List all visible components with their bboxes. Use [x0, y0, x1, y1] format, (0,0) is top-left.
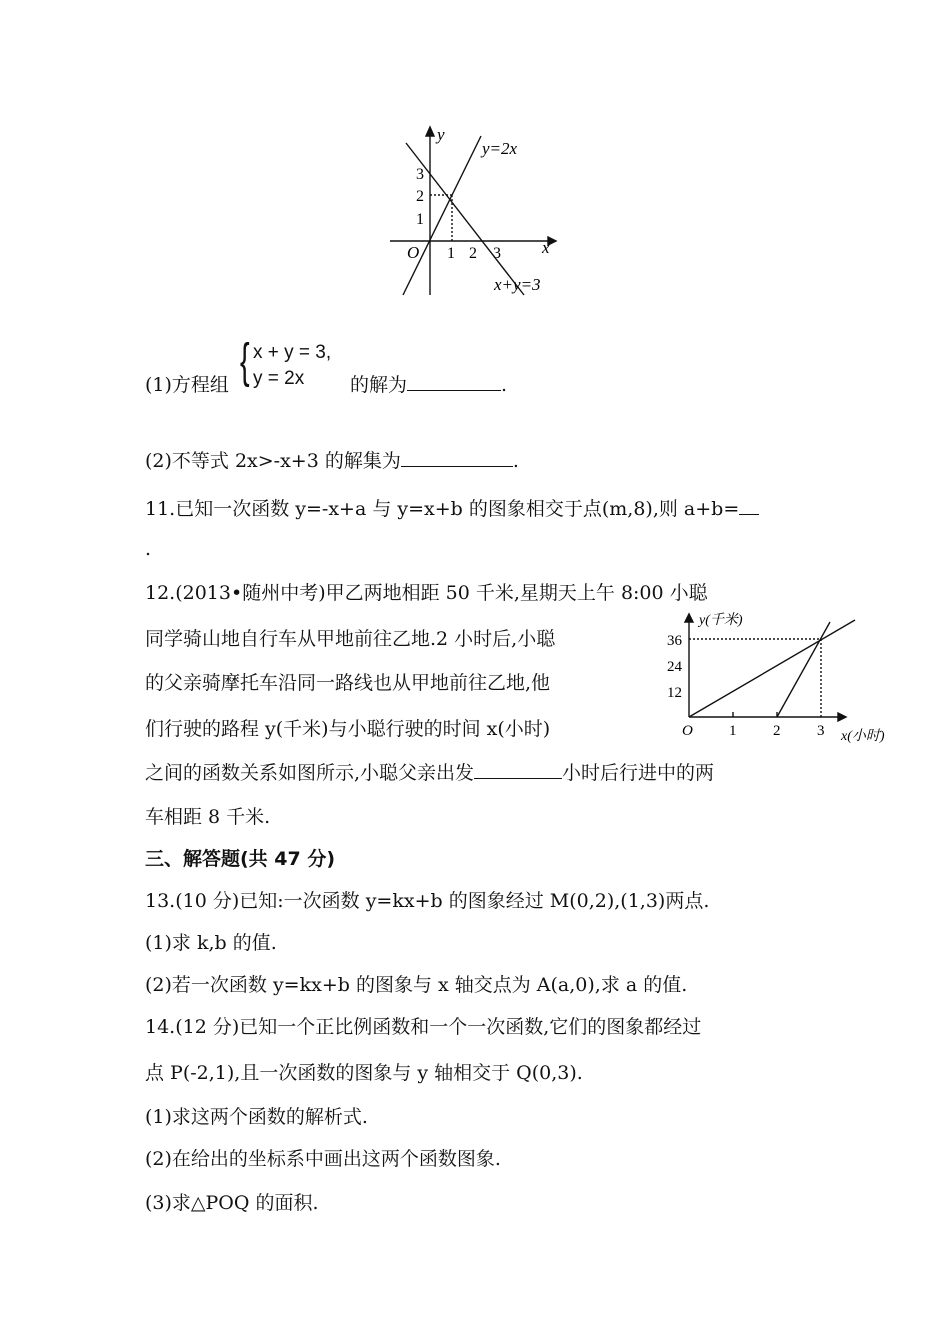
q11 — [145, 496, 759, 522]
equation-brace: { — [240, 335, 250, 388]
fig2-x-tick-3: 3 — [817, 723, 825, 739]
q14-part2: (2)在给出的坐标系中画出这两个函数图象. — [145, 1148, 501, 1170]
q10-part1-prefix: (1)方程组 — [145, 374, 229, 396]
q12-answer-blank[interactable] — [474, 760, 562, 779]
q12-line5 — [145, 760, 714, 786]
q12-line5-a: 之间的函数关系如图所示,小聪父亲出发 — [145, 762, 475, 784]
q11-text: 11.已知一次函数 y=-x+a 与 y=x+b 的图象相交于点(m,8),则 a+b= — [145, 498, 740, 520]
fig2-y-tick-24: 24 — [667, 659, 682, 675]
q13-part1: (1)求 k,b 的值. — [145, 932, 277, 954]
fig2-x-axis-label: x(小时) — [841, 729, 885, 744]
fig2-x-tick-2: 2 — [773, 723, 781, 739]
q10-part1-suffix-text: 的解为 — [350, 374, 408, 396]
x-tick-3: 3 — [493, 245, 501, 262]
section3-title: 三、解答题(共 47 分) — [145, 848, 336, 870]
q12-line4: 们行驶的路程 y(千米)与小聪行驶的时间 x(小时) — [145, 718, 551, 740]
fig2-y-tick-12: 12 — [667, 685, 682, 701]
x-tick-2: 2 — [469, 245, 477, 262]
q11-end: . — [145, 538, 152, 560]
q12-line2: 同学骑山地自行车从甲地前往乙地.2 小时后,小聪 — [145, 628, 556, 650]
q11-answer-blank[interactable] — [739, 496, 759, 515]
q10-part2-end: . — [512, 450, 519, 472]
q14-stem-line2: 点 P(-2,1),且一次函数的图象与 y 轴相交于 Q(0,3). — [145, 1062, 583, 1084]
q10-part1-end: . — [501, 374, 508, 396]
figure-distance-time — [655, 604, 905, 749]
q12-line5-b: 小时后行进中的两 — [562, 762, 715, 784]
line2-label: x+y=3 — [494, 275, 541, 294]
q10-part2 — [145, 448, 519, 474]
origin-label: O — [407, 243, 420, 262]
line-xiaocong — [689, 620, 855, 717]
q14-stem-line1: 14.(12 分)已知一个正比例函数和一个一次函数,它们的图象都经过 — [145, 1016, 702, 1038]
fig2-x-axis-arrow — [838, 713, 846, 721]
q10-part2-text: (2)不等式 2x>-x+3 的解集为 — [145, 450, 401, 472]
q14-part1: (1)求这两个函数的解析式. — [145, 1106, 368, 1128]
q14-part3: (3)求△POQ 的面积. — [145, 1192, 319, 1214]
equation-line-2: y = 2x — [253, 368, 305, 389]
y-axis-arrow — [426, 127, 434, 136]
y-tick-1: 1 — [416, 211, 424, 228]
figure-intersecting-lines — [380, 120, 580, 305]
fig2-y-tick-36: 36 — [667, 633, 682, 649]
fig2-origin: O — [682, 723, 693, 739]
line-father — [777, 622, 830, 717]
y-tick-2: 2 — [416, 188, 424, 205]
q12-line3: 的父亲骑摩托车沿同一路线也从甲地前往乙地,他 — [145, 672, 551, 694]
equation-line-1: x + y = 3, — [253, 342, 332, 363]
line1-label: y=2x — [482, 139, 518, 158]
fig2-y-axis-arrow — [685, 614, 693, 622]
x-tick-1: 1 — [447, 245, 455, 262]
q12-line6: 车相距 8 千米. — [145, 806, 271, 828]
line-y-2x — [403, 136, 481, 295]
fig2-x-tick-1: 1 — [729, 723, 737, 739]
q10-part1-answer-blank[interactable] — [407, 372, 501, 391]
q13-part2: (2)若一次函数 y=kx+b 的图象与 x 轴交点为 A(a,0),求 a 的值. — [145, 974, 688, 996]
y-axis-label: y — [437, 125, 445, 144]
q13-stem: 13.(10 分)已知:一次函数 y=kx+b 的图象经过 M(0,2),(1,3)两点. — [145, 890, 710, 912]
fig2-y-axis-label: y(千米) — [699, 613, 743, 628]
x-axis-label: x — [542, 238, 550, 257]
q10-part1-suffix — [350, 372, 507, 398]
q10-part2-answer-blank[interactable] — [401, 448, 513, 467]
q12-line1: 12.(2013•随州中考)甲乙两地相距 50 千米,星期天上午 8:00 小聪 — [145, 582, 708, 604]
y-tick-3: 3 — [416, 166, 424, 183]
